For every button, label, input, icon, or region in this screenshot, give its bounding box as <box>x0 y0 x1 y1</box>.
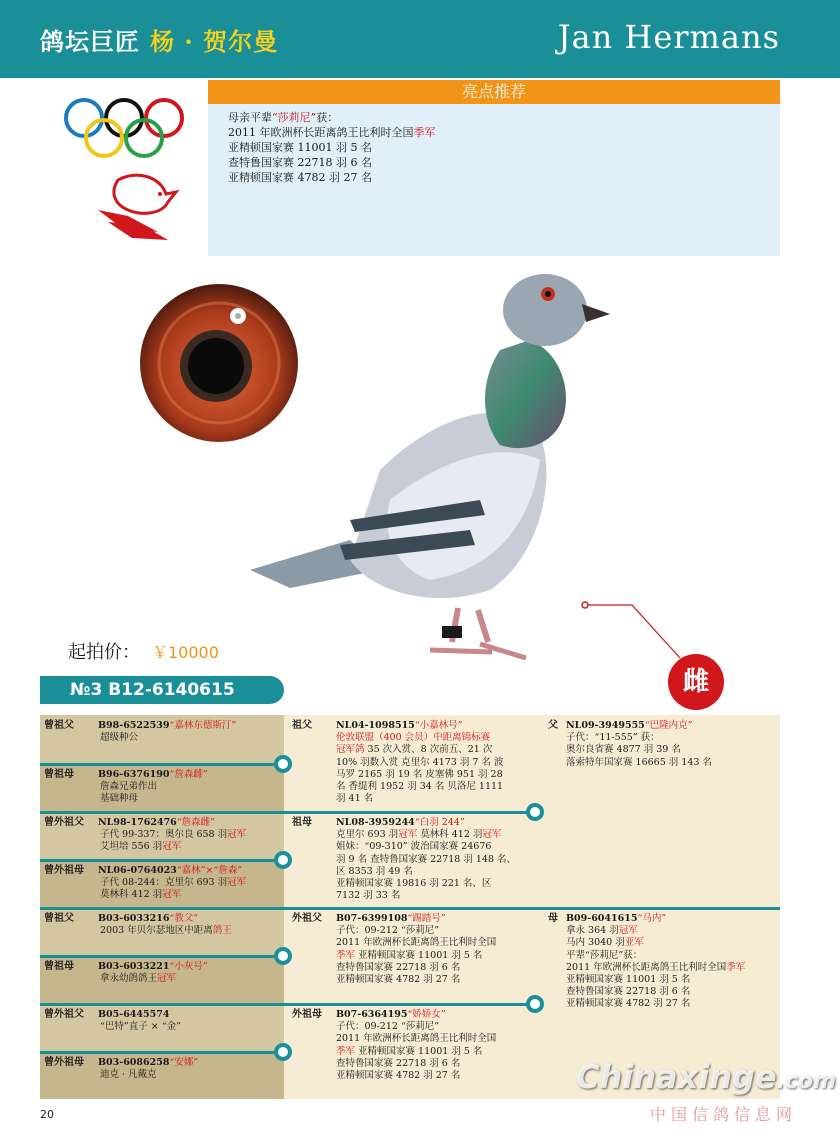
pedigree-detail-text: 克里尔 693 羽 <box>336 829 399 841</box>
pedigree-ring: NL04-1098515 <box>336 720 415 731</box>
pedigree-detail: 平辈“莎莉尼”获： <box>566 949 643 961</box>
pedigree-heading <box>292 913 528 925</box>
pedigree-ring: B03-6033216 <box>98 913 170 924</box>
pedigree-detail: 查特鲁国家赛 22718 羽 6 名 <box>336 961 461 973</box>
pedigree-ring: B96-6376190 <box>98 769 170 780</box>
pedigree-detail: 子代：“11-555” 获： <box>566 732 660 744</box>
pedigree-name: “小嘉林号” <box>414 720 463 731</box>
pedigree-ring: B03-6086258 <box>98 1057 170 1068</box>
pedigree-detail: 落索特年国家赛 16665 羽 143 名 <box>566 756 712 768</box>
pedigree-great-granddam-2 <box>44 865 280 902</box>
pedigree-detail-text: 拿永 364 羽 <box>566 925 619 937</box>
pedigree-name: “踢踏号” <box>407 913 446 924</box>
pedigree-detail <box>336 829 528 841</box>
pedigree-detail: “巴特”直子 × “金” <box>100 1021 181 1033</box>
pedigree-heading <box>44 769 280 781</box>
pedigree-detail-text: 莫林科 412 羽 <box>417 829 483 841</box>
pedigree-heading <box>44 913 280 925</box>
pedigree-detail: 奥尔良省赛 4877 羽 39 名 <box>566 744 681 756</box>
pedigree-label: 曾祖父 <box>44 720 74 731</box>
highlight-box <box>208 104 780 256</box>
pedigree-detail-text: 拿永幼鸽鸽王 <box>100 973 158 985</box>
pedigree-heading <box>44 1057 280 1069</box>
pedigree-award: 冠军 <box>227 877 247 889</box>
watermark-text: Chinaxinge <box>576 1058 777 1096</box>
pedigree-detail: 羽 9 名 查特鲁国家赛 22718 羽 148 名、 <box>336 853 517 865</box>
pedigree-award: 季军 <box>726 961 746 973</box>
pedigree-heading <box>548 913 776 925</box>
pedigree-label: 父 <box>548 720 558 731</box>
pedigree-great-granddam-1 <box>44 769 280 806</box>
pedigree-detail: 10% 羽数入赏 克里尔 4173 羽 7 名 波 <box>336 756 504 768</box>
ring-number-badge: №3 B12-6140615 <box>40 676 284 704</box>
pedigree-heading <box>292 817 528 829</box>
pedigree-detail: 子代：09-212 “莎莉尼” <box>336 1021 440 1033</box>
highlight-heading-bar <box>208 80 780 104</box>
pedigree-award: 冠军 <box>162 889 182 901</box>
price-value: ￥10000 <box>152 643 219 662</box>
pedigree-label: 曾祖母 <box>44 961 74 972</box>
pedigree-detail <box>566 937 776 949</box>
pedigree-detail-text: 马内 3040 羽 <box>566 937 625 949</box>
pedigree-name: “巴隆内克” <box>644 720 693 731</box>
highlight-line: 亚精顿国家赛 4782 羽 27 名 <box>228 171 372 184</box>
pedigree-connector <box>40 859 284 862</box>
pedigree-name: “嘉林”×“詹森” <box>176 865 243 876</box>
pedigree-detail: 基础种母 <box>100 793 139 805</box>
pedigree-name: “詹森雌” <box>176 817 216 828</box>
header-title <box>40 22 278 57</box>
pedigree-name: “娇娇女” <box>407 1009 446 1020</box>
sex-badge-female: 雌 <box>668 654 724 710</box>
pedigree-node <box>526 995 544 1013</box>
pedigree-ring: NL06-0764023 <box>98 865 177 876</box>
pedigree-granddam-paternal <box>292 817 528 902</box>
pedigree-great-granddam-3 <box>44 961 280 985</box>
pedigree-award: 冠军 <box>618 925 638 937</box>
olympic-rings-logo <box>62 96 186 160</box>
pedigree-detail: 姐妹：“09-310” 波治国家赛 24676 <box>336 841 492 853</box>
pedigree-detail <box>44 841 280 853</box>
pedigree-detail <box>566 925 776 937</box>
pedigree-detail-text: 2003 年贝尔瑟地区中距离 <box>100 925 213 937</box>
pedigree-detail <box>336 950 528 962</box>
pedigree-detail-text: 2011 年欧洲杯长距离鸽王比利时全国 <box>566 961 727 973</box>
pedigree-heading <box>548 720 776 732</box>
pedigree-label: 祖母 <box>292 817 312 828</box>
pedigree-table <box>40 715 780 1099</box>
highlight-pigeon-name: “莎莉尼” <box>272 111 317 124</box>
pedigree-name: “詹森雌” <box>169 769 208 780</box>
pedigree-detail: 查特鲁国家赛 22718 羽 6 名 <box>336 1057 461 1069</box>
pedigree-award: 亚军 <box>624 937 644 949</box>
pedigree-award: 冠军 <box>398 829 418 841</box>
pedigree-label: 外祖父 <box>292 913 322 924</box>
highlight-text: 获： <box>316 111 339 124</box>
highlight-text: 2011 年欧洲杯长距离鸽王比利时全国 <box>228 126 414 139</box>
pedigree-ring: NL08-3959244 <box>336 817 415 828</box>
pedigree-detail <box>44 829 280 841</box>
pedigree-detail: 亚精顿国家赛 4782 羽 27 名 <box>566 998 691 1010</box>
pedigree-detail <box>44 925 280 937</box>
pedigree-heading <box>44 1009 280 1021</box>
federation-dove-logo <box>88 170 184 242</box>
pedigree-detail <box>44 877 280 889</box>
pedigree-label: 曾祖父 <box>44 913 74 924</box>
pedigree-connector <box>40 1003 536 1006</box>
watermark-subtitle: 中国信鸽信息网 <box>650 1105 798 1124</box>
pedigree-detail <box>336 1046 528 1058</box>
pedigree-detail: 詹森兄弟作出 <box>100 781 158 793</box>
pedigree-detail-text: 亚精顿国家赛 11001 羽 5 名 <box>355 949 483 961</box>
highlight-line: 亚精顿国家赛 11001 羽 5 名 <box>228 141 372 154</box>
watermark-site-name <box>576 1058 836 1096</box>
pedigree-ring: NL09-3949555 <box>566 720 645 731</box>
pedigree-name: “教父” <box>169 913 199 924</box>
pedigree-connector <box>40 763 284 766</box>
pedigree-grandsire-paternal <box>292 720 528 805</box>
pedigree-detail-text: 35 次入赏、8 次前五、21 次 <box>364 744 493 756</box>
pedigree-great-grandsire-4 <box>44 1009 280 1033</box>
pedigree-name: “白羽 244” <box>414 817 465 828</box>
pedigree-label: 曾外祖母 <box>44 1057 84 1068</box>
pedigree-label: 外祖母 <box>292 1009 322 1020</box>
pedigree-award: 冠军鸽 <box>336 744 365 756</box>
pedigree-heading <box>44 720 280 732</box>
pedigree-detail: 2011 年欧洲杯长距离鸽王比利时全国 <box>336 1033 497 1045</box>
pedigree-detail: 2011 年欧洲杯长距离鸽王比利时全国 <box>336 937 497 949</box>
highlight-line <box>228 110 780 125</box>
pedigree-detail-text: 子代 99-337：奥尔良 658 羽 <box>100 829 228 841</box>
header-title-name: 杨 · 贺尔曼 <box>150 27 279 56</box>
pedigree-heading <box>292 1009 528 1021</box>
pedigree-ring: B05-6445574 <box>98 1009 170 1020</box>
pedigree-label: 母 <box>548 913 558 924</box>
highlight-text: 母亲平辈 <box>228 111 272 124</box>
pedigree-detail: 亚精顿国家赛 11001 羽 5 名 <box>566 974 691 986</box>
pedigree-name: “马内” <box>637 913 667 924</box>
pedigree-detail: 亚精顿国家赛 19816 羽 221 名、区 <box>336 878 492 890</box>
pedigree-detail-text: 亚精顿国家赛 11001 羽 5 名 <box>355 1045 483 1057</box>
pedigree-ring: NL98-1762476 <box>98 817 177 828</box>
pedigree-grandsire-maternal <box>292 913 528 986</box>
pedigree-detail-text: 莫林科 412 羽 <box>100 889 163 901</box>
header-title-main: 鸽坛巨匠 <box>40 27 140 56</box>
pedigree-award: 季军 <box>336 1045 356 1057</box>
pedigree-label: 曾外祖母 <box>44 865 84 876</box>
pedigree-award: 鸽王 <box>212 925 232 937</box>
page-number: 20 <box>40 1108 54 1121</box>
pedigree-ring: B98-6522539 <box>98 720 170 731</box>
pedigree-connector <box>40 907 780 910</box>
pedigree-detail <box>566 962 776 974</box>
pedigree-award: 冠军 <box>227 829 247 841</box>
pedigree-award: 冠军 <box>157 973 177 985</box>
pedigree-detail <box>336 744 528 756</box>
pedigree-detail: 区 8353 羽 49 名 <box>336 865 413 877</box>
pedigree-ring: B07-6399108 <box>336 913 408 924</box>
highlight-award: 季军 <box>413 126 436 139</box>
pedigree-detail <box>44 973 280 985</box>
highlight-line: 查特鲁国家赛 22718 羽 6 名 <box>228 156 372 169</box>
pedigree-detail: 查特鲁国家赛 22718 羽 6 名 <box>566 986 691 998</box>
pedigree-award: 季军 <box>336 949 356 961</box>
pedigree-great-grandsire-3 <box>44 913 280 937</box>
highlight-heading: 亮点推荐 <box>461 82 526 101</box>
pedigree-ring: B03-6033221 <box>98 961 170 972</box>
pedigree-name: “安娜” <box>169 1057 199 1068</box>
pedigree-dam <box>548 913 776 1011</box>
pedigree-detail: 亚精顿国家赛 4782 羽 27 名 <box>336 974 461 986</box>
pedigree-connector <box>40 1051 284 1054</box>
pedigree-award: 冠军 <box>482 829 502 841</box>
pedigree-granddam-maternal <box>292 1009 528 1082</box>
pedigree-label: 曾祖母 <box>44 769 74 780</box>
pedigree-detail-text: 艾坦培 556 羽 <box>100 841 163 853</box>
pedigree-label: 曾外祖父 <box>44 1009 84 1020</box>
watermark-suffix: .com <box>776 1069 837 1094</box>
pedigree-award: 冠军 <box>162 841 182 853</box>
pedigree-node <box>526 803 544 821</box>
pedigree-great-grandsire-1 <box>44 720 280 744</box>
pedigree-connector <box>40 811 536 814</box>
pigeon-photo <box>230 270 630 670</box>
pedigree-detail-text: 子代 08-244：克里尔 693 羽 <box>100 877 228 889</box>
pedigree-heading <box>44 865 280 877</box>
pedigree-detail: 子代：09-212 “莎莉尼” <box>336 925 440 937</box>
pedigree-label: 曾外祖父 <box>44 817 84 828</box>
pedigree-label: 祖父 <box>292 720 312 731</box>
pedigree-detail: 7132 羽 33 名 <box>336 890 401 902</box>
pedigree-detail: 羽 41 名 <box>336 793 374 805</box>
pedigree-ring: B07-6364195 <box>336 1009 408 1020</box>
header-bar <box>0 0 840 78</box>
pedigree-ring: B09-6041615 <box>566 913 638 924</box>
pedigree-award: 伦敦联盟（400 会员）中距离锦标赛 <box>336 732 491 744</box>
pedigree-heading <box>44 961 280 973</box>
pedigree-heading <box>292 720 528 732</box>
pedigree-detail: 迪克 · 凡戴克 <box>100 1069 157 1081</box>
price-label: 起拍价： <box>68 642 140 663</box>
pedigree-detail: 名 香缇利 1952 羽 34 名 贝洛尼 1111 <box>336 781 504 793</box>
pedigree-name: “嘉林东德斯汀” <box>169 720 237 731</box>
pedigree-connector <box>40 955 284 958</box>
pedigree-detail: 亚精顿国家赛 4782 羽 27 名 <box>336 1070 461 1082</box>
highlight-line <box>228 125 780 140</box>
pedigree-great-granddam-4 <box>44 1057 280 1081</box>
pedigree-detail: 超级种公 <box>100 732 139 744</box>
header-latin-name: Jan Hermans <box>557 18 780 56</box>
pedigree-great-grandsire-2 <box>44 817 280 854</box>
pedigree-sire <box>548 720 776 769</box>
pedigree-detail: 马罗 2165 羽 19 名 皮塞佛 951 羽 28 <box>336 768 503 780</box>
pedigree-heading <box>44 817 280 829</box>
pedigree-name: “小灰号” <box>169 961 208 972</box>
pedigree-detail <box>44 889 280 901</box>
